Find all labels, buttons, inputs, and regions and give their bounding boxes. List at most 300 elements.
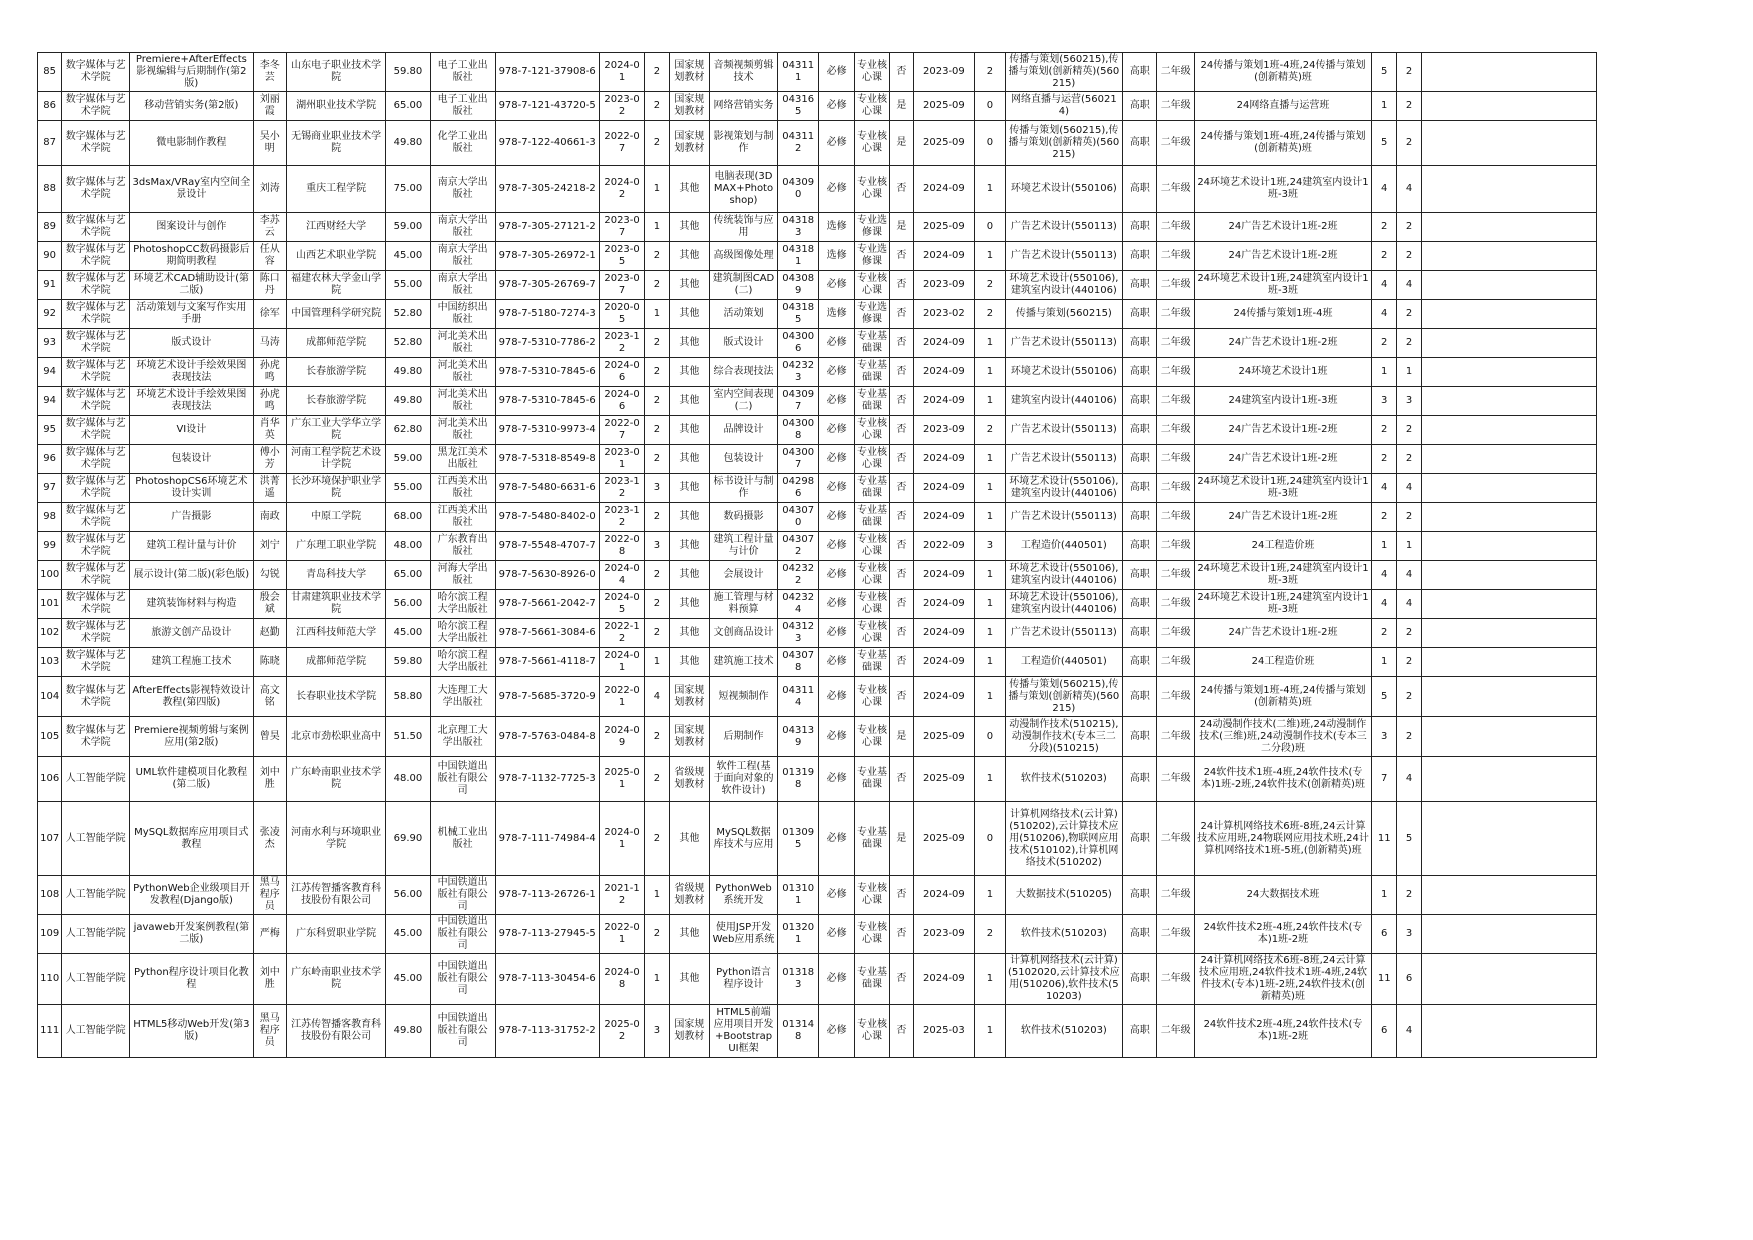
table-cell: 1 — [1372, 648, 1397, 677]
table-cell: 48.00 — [386, 757, 431, 802]
table-cell: 会展设计 — [710, 561, 778, 590]
table-cell: 24软件技术2班-4班,24软件技术(专本)1班-2班 — [1194, 1005, 1371, 1058]
table-cell: 7 — [1372, 757, 1397, 802]
table-cell: 专业核心课 — [854, 121, 889, 166]
table-cell — [1421, 121, 1596, 166]
table-cell: 043072 — [777, 532, 819, 561]
table-cell: 1 — [975, 648, 1005, 677]
table-cell: 广东岭南职业技术学院 — [287, 954, 386, 1005]
table-cell: 59.80 — [386, 53, 431, 92]
table-cell: 2 — [1397, 416, 1421, 445]
table-cell: 否 — [890, 677, 913, 717]
table-cell: 否 — [890, 915, 913, 954]
table-cell: 978-7-5310-7845-6 — [495, 387, 599, 416]
table-cell: 45.00 — [386, 915, 431, 954]
table-cell: 2 — [1397, 876, 1421, 915]
table-cell: 2 — [645, 358, 669, 387]
table-cell: 大连理工大学出版社 — [430, 677, 495, 717]
table-cell: 99 — [38, 532, 62, 561]
table-cell: 哈尔滨工程大学出版社 — [430, 648, 495, 677]
table-cell: 必修 — [819, 387, 854, 416]
table-cell: 2024-09 — [913, 876, 975, 915]
table-cell: 2024-09 — [913, 648, 975, 677]
table-cell: 2023-09 — [913, 53, 975, 92]
table-cell: 2024-01 — [599, 802, 645, 876]
table-cell: 0 — [975, 213, 1005, 242]
table-cell: 2 — [1372, 329, 1397, 358]
table-cell: UML软件建模项目化教程(第二版) — [130, 757, 254, 802]
table-row — [38, 876, 1597, 915]
table-cell: 数字媒体与艺术学院 — [62, 717, 130, 757]
table-cell: 其他 — [669, 300, 709, 329]
table-cell: 其他 — [669, 242, 709, 271]
table-cell: 978-7-113-26726-1 — [495, 876, 599, 915]
table-cell: 版式设计 — [710, 329, 778, 358]
table-cell: 福建农林大学金山学院 — [287, 271, 386, 300]
table-cell: 其他 — [669, 474, 709, 503]
table-cell: 24传播与策划1班-4班,24传播与策划(创新精英)班 — [1194, 121, 1371, 166]
table-cell: 3 — [1397, 387, 1421, 416]
table-cell: 广告艺术设计(550113) — [1005, 503, 1122, 532]
table-cell: 肖华英 — [253, 416, 286, 445]
table-cell: 2022-01 — [599, 915, 645, 954]
table-cell: 2 — [1372, 416, 1397, 445]
table-cell: 建筑工程计量与计价 — [710, 532, 778, 561]
table-cell: 数字媒体与艺术学院 — [62, 53, 130, 92]
table-row — [38, 358, 1597, 387]
table-cell: 2 — [645, 802, 669, 876]
table-cell: 二年级 — [1157, 213, 1194, 242]
table-cell: 否 — [890, 619, 913, 648]
table-cell: 国家规划教材 — [669, 53, 709, 92]
table-cell: 3 — [1397, 915, 1421, 954]
table-cell: 24环境艺术设计1班,24建筑室内设计1班-3班 — [1194, 561, 1371, 590]
table-cell: 其他 — [669, 213, 709, 242]
table-cell: 1 — [645, 300, 669, 329]
table-cell: 环境艺术CAD辅助设计(第二版) — [130, 271, 254, 300]
table-cell: 专业基础课 — [854, 474, 889, 503]
table-cell: 江西科技师范大学 — [287, 619, 386, 648]
table-cell: 013201 — [777, 915, 819, 954]
table-cell: 必修 — [819, 677, 854, 717]
table-row — [38, 242, 1597, 271]
table-cell — [1421, 503, 1596, 532]
table-cell: 85 — [38, 53, 62, 92]
table-cell: 2024-09 — [913, 358, 975, 387]
table-cell: 传播与策划(560215) — [1005, 300, 1122, 329]
table-cell: 978-7-305-27121-2 — [495, 213, 599, 242]
table-cell: 高职 — [1123, 358, 1157, 387]
table-cell: 移动营销实务(第2版) — [130, 92, 254, 121]
textbook-table — [37, 52, 1597, 1058]
table-cell: 55.00 — [386, 474, 431, 503]
table-cell: 2 — [975, 300, 1005, 329]
table-cell: 高职 — [1123, 532, 1157, 561]
table-cell: 高职 — [1123, 757, 1157, 802]
table-cell: VI设计 — [130, 416, 254, 445]
table-cell: 24传播与策划1班-4班 — [1194, 300, 1371, 329]
table-cell: 1 — [975, 757, 1005, 802]
table-row — [38, 416, 1597, 445]
table-cell: 24广告艺术设计1班-2班 — [1194, 416, 1371, 445]
table-cell: 活动策划与文案写作实用手册 — [130, 300, 254, 329]
table-cell: 2023-12 — [599, 329, 645, 358]
table-row — [38, 619, 1597, 648]
table-cell: 否 — [890, 271, 913, 300]
table-row — [38, 590, 1597, 619]
table-cell: 人工智能学院 — [62, 954, 130, 1005]
table-cell: 其他 — [669, 532, 709, 561]
table-cell: 专业选修课 — [854, 300, 889, 329]
table-row — [38, 802, 1597, 876]
table-cell: 音频视频剪辑技术 — [710, 53, 778, 92]
table-cell: 1 — [975, 445, 1005, 474]
table-cell: 影视策划与制作 — [710, 121, 778, 166]
table-cell: 978-7-305-26972-1 — [495, 242, 599, 271]
table-cell: 建筑制图CAD(二) — [710, 271, 778, 300]
table-cell: 高职 — [1123, 329, 1157, 358]
table-cell: 否 — [890, 532, 913, 561]
table-cell: 中国纺织出版社 — [430, 300, 495, 329]
table-cell: 人工智能学院 — [62, 1005, 130, 1058]
table-cell: 否 — [890, 300, 913, 329]
table-cell: 45.00 — [386, 242, 431, 271]
table-cell: 否 — [890, 561, 913, 590]
table-cell: 24广告艺术设计1班-2班 — [1194, 329, 1371, 358]
table-cell: 广东科贸职业学院 — [287, 915, 386, 954]
table-cell: 广告艺术设计(550113) — [1005, 619, 1122, 648]
table-cell: 必修 — [819, 619, 854, 648]
table-cell: PythonWeb企业级项目开发教程(Django版) — [130, 876, 254, 915]
table-cell: 专业基础课 — [854, 954, 889, 1005]
table-cell: 978-7-5630-8926-0 — [495, 561, 599, 590]
table-cell: 2025-01 — [599, 757, 645, 802]
table-cell: 4 — [1397, 271, 1421, 300]
table-cell: 必修 — [819, 1005, 854, 1058]
table-cell — [1421, 329, 1596, 358]
table-cell: 中国铁道出版社有限公司 — [430, 1005, 495, 1058]
table-cell: 2 — [1397, 300, 1421, 329]
table-cell: 环境艺术设计(550106),建筑室内设计(440106) — [1005, 271, 1122, 300]
table-cell — [1421, 590, 1596, 619]
table-cell: 二年级 — [1157, 876, 1194, 915]
table-cell: 高职 — [1123, 92, 1157, 121]
table-cell: 2024-09 — [913, 590, 975, 619]
table-cell: 专业基础课 — [854, 648, 889, 677]
table-row — [38, 121, 1597, 166]
table-cell: 4 — [1397, 474, 1421, 503]
table-cell: 刘丽霞 — [253, 92, 286, 121]
table-cell: 马涛 — [253, 329, 286, 358]
table-row — [38, 648, 1597, 677]
table-cell: 1 — [1372, 358, 1397, 387]
table-cell: 必修 — [819, 802, 854, 876]
table-cell: 其他 — [669, 416, 709, 445]
table-cell: 展示设计(第二版)(彩色版) — [130, 561, 254, 590]
table-cell: 二年级 — [1157, 300, 1194, 329]
table-cell: 108 — [38, 876, 62, 915]
table-cell: 二年级 — [1157, 166, 1194, 213]
table-cell: 环境艺术设计手绘效果图表现技法 — [130, 387, 254, 416]
table-cell: 高职 — [1123, 166, 1157, 213]
table-cell: 二年级 — [1157, 53, 1194, 92]
table-cell: PhotoshopCS6环境艺术设计实训 — [130, 474, 254, 503]
table-cell: 1 — [975, 387, 1005, 416]
table-cell: 24环境艺术设计1班,24建筑室内设计1班-3班 — [1194, 474, 1371, 503]
table-cell: 否 — [890, 648, 913, 677]
table-cell: 工程造价(440501) — [1005, 648, 1122, 677]
table-cell: 二年级 — [1157, 954, 1194, 1005]
table-cell: 高职 — [1123, 445, 1157, 474]
table-cell: 否 — [890, 1005, 913, 1058]
table-cell: 24计算机网络技术6班-8班,24云计算技术应用班,24软件技术1班-4班,24软件技术(专本)1班-2班,24软件技术(创新精英)班 — [1194, 954, 1371, 1005]
table-row — [38, 677, 1597, 717]
table-cell: 043181 — [777, 242, 819, 271]
table-cell: 3 — [645, 1005, 669, 1058]
table-cell: 49.80 — [386, 387, 431, 416]
table-cell: 87 — [38, 121, 62, 166]
table-cell: 刘中胜 — [253, 757, 286, 802]
table-cell: 孙虎鸣 — [253, 387, 286, 416]
table-cell: 二年级 — [1157, 717, 1194, 757]
table-cell: 2025-03 — [913, 1005, 975, 1058]
table-cell: 2024-06 — [599, 387, 645, 416]
table-row — [38, 213, 1597, 242]
table-cell: 是 — [890, 802, 913, 876]
table-cell: 必修 — [819, 271, 854, 300]
table-cell: 包装设计 — [710, 445, 778, 474]
table-cell: MySQL数据库应用项目式教程 — [130, 802, 254, 876]
table-cell: 1 — [1372, 92, 1397, 121]
table-cell: 成都师范学院 — [287, 648, 386, 677]
table-cell: 否 — [890, 387, 913, 416]
table-cell: 标书设计与制作 — [710, 474, 778, 503]
table-cell: 二年级 — [1157, 757, 1194, 802]
table-cell: 傅小芳 — [253, 445, 286, 474]
table-cell: 中原工学院 — [287, 503, 386, 532]
table-cell: 数码摄影 — [710, 503, 778, 532]
table-cell: 24环境艺术设计1班,24建筑室内设计1班-3班 — [1194, 166, 1371, 213]
table-cell: 广告艺术设计(550113) — [1005, 213, 1122, 242]
table-cell: 高职 — [1123, 619, 1157, 648]
table-cell: 版式设计 — [130, 329, 254, 358]
table-cell: 110 — [38, 954, 62, 1005]
table-cell: 49.80 — [386, 1005, 431, 1058]
table-cell: 必修 — [819, 92, 854, 121]
table-cell: 3 — [975, 532, 1005, 561]
table-cell: 3dsMax/VRay室内空间全景设计 — [130, 166, 254, 213]
table-cell: 陈晓 — [253, 648, 286, 677]
table-cell: 环境艺术设计(550106),建筑室内设计(440106) — [1005, 474, 1122, 503]
table-cell: 2024-06 — [599, 358, 645, 387]
table-cell: 环境艺术设计(550106),建筑室内设计(440106) — [1005, 561, 1122, 590]
table-cell: 2 — [1397, 619, 1421, 648]
table-row — [38, 954, 1597, 1005]
table-cell: 0 — [975, 802, 1005, 876]
table-cell: 必修 — [819, 757, 854, 802]
table-cell: 2 — [1372, 503, 1397, 532]
table-cell: 24传播与策划1班-4班,24传播与策划(创新精英)班 — [1194, 53, 1371, 92]
table-cell: 高职 — [1123, 915, 1157, 954]
table-cell: 1 — [975, 677, 1005, 717]
table-cell: 2023-07 — [599, 213, 645, 242]
table-cell: 52.80 — [386, 329, 431, 358]
table-cell: 专业核心课 — [854, 271, 889, 300]
table-cell — [1421, 445, 1596, 474]
table-cell: 高职 — [1123, 474, 1157, 503]
table-cell: 数字媒体与艺术学院 — [62, 619, 130, 648]
textbook-table-sheet — [37, 52, 1597, 1058]
table-cell: 100 — [38, 561, 62, 590]
table-cell: 其他 — [669, 619, 709, 648]
table-cell: 2 — [645, 619, 669, 648]
table-cell: 广告艺术设计(550113) — [1005, 416, 1122, 445]
table-cell: 2 — [645, 416, 669, 445]
table-cell: 1 — [975, 242, 1005, 271]
table-cell: 4 — [645, 677, 669, 717]
table-cell: 109 — [38, 915, 62, 954]
table-cell: 南政 — [253, 503, 286, 532]
table-cell — [1421, 242, 1596, 271]
table-cell: 2024-08 — [599, 954, 645, 1005]
table-cell: 55.00 — [386, 271, 431, 300]
table-cell: 58.80 — [386, 677, 431, 717]
table-cell: HTML5前端应用项目开发+BootstrapUI框架 — [710, 1005, 778, 1058]
table-cell: 2 — [645, 561, 669, 590]
table-cell: 24软件技术1班-4班,24软件技术(专本)1班-2班,24软件技术(创新精英)班 — [1194, 757, 1371, 802]
table-cell: 必修 — [819, 915, 854, 954]
table-cell: 数字媒体与艺术学院 — [62, 92, 130, 121]
table-cell: 4 — [1372, 166, 1397, 213]
table-cell: 专业核心课 — [854, 677, 889, 717]
table-cell: 2023-12 — [599, 503, 645, 532]
table-cell: 刘宁 — [253, 532, 286, 561]
table-cell: 徐军 — [253, 300, 286, 329]
table-cell: 2025-02 — [599, 1005, 645, 1058]
table-cell: 3 — [645, 532, 669, 561]
table-cell: 青岛科技大学 — [287, 561, 386, 590]
table-cell: 2024-02 — [599, 166, 645, 213]
table-cell: 二年级 — [1157, 92, 1194, 121]
table-row — [38, 915, 1597, 954]
table-cell: 专业核心课 — [854, 1005, 889, 1058]
table-cell: 2 — [645, 757, 669, 802]
table-cell: 南京大学出版社 — [430, 271, 495, 300]
table-cell — [1421, 92, 1596, 121]
table-cell: 6 — [1372, 1005, 1397, 1058]
table-cell: 必修 — [819, 358, 854, 387]
table-cell: 数字媒体与艺术学院 — [62, 503, 130, 532]
table-cell: 其他 — [669, 166, 709, 213]
table-cell: 91 — [38, 271, 62, 300]
table-cell: 24建筑室内设计1班-3班 — [1194, 387, 1371, 416]
table-cell — [1421, 802, 1596, 876]
table-cell: 二年级 — [1157, 474, 1194, 503]
table-cell: 2024-09 — [913, 166, 975, 213]
table-cell: 二年级 — [1157, 619, 1194, 648]
table-cell: 2 — [1397, 445, 1421, 474]
table-cell: 动漫制作技术(510215),动漫制作技术(专本三二分段)(510215) — [1005, 717, 1122, 757]
table-cell: 建筑室内设计(440106) — [1005, 387, 1122, 416]
table-cell: 河北美术出版社 — [430, 329, 495, 358]
table-cell: 机械工业出版社 — [430, 802, 495, 876]
table-cell: 网络直播与运营(560214) — [1005, 92, 1122, 121]
table-cell — [1421, 561, 1596, 590]
table-cell: 中国铁道出版社有限公司 — [430, 954, 495, 1005]
table-cell: 2023-07 — [599, 271, 645, 300]
table-cell: 数字媒体与艺术学院 — [62, 213, 130, 242]
table-cell: 广东理工职业学院 — [287, 532, 386, 561]
table-cell: 否 — [890, 416, 913, 445]
table-cell: 978-7-1132-7725-3 — [495, 757, 599, 802]
table-cell: 4 — [1397, 590, 1421, 619]
table-cell: 江西财经大学 — [287, 213, 386, 242]
table-cell: 56.00 — [386, 590, 431, 619]
table-cell: 978-7-113-27945-5 — [495, 915, 599, 954]
table-cell: 2 — [1397, 213, 1421, 242]
table-cell: 高职 — [1123, 300, 1157, 329]
table-cell: 电子工业出版社 — [430, 53, 495, 92]
table-cell: 2025-09 — [913, 121, 975, 166]
table-cell: 2024-09 — [913, 474, 975, 503]
table-cell: 2023-01 — [599, 445, 645, 474]
table-cell: 曾昊 — [253, 717, 286, 757]
table-cell: 高职 — [1123, 876, 1157, 915]
table-cell: 必修 — [819, 954, 854, 1005]
table-row — [38, 474, 1597, 503]
table-cell: 1 — [975, 590, 1005, 619]
table-cell: 建筑装饰材料与构造 — [130, 590, 254, 619]
table-cell: 江苏传智播客教育科技股份有限公司 — [287, 876, 386, 915]
table-cell: 广东教育出版社 — [430, 532, 495, 561]
table-cell: 24工程造价班 — [1194, 648, 1371, 677]
table-cell: 其他 — [669, 445, 709, 474]
table-cell: Premiere+AfterEffects影视编辑与后期制作(第2版) — [130, 53, 254, 92]
table-cell: 1 — [975, 561, 1005, 590]
table-cell: 11 — [1372, 802, 1397, 876]
table-cell: 二年级 — [1157, 590, 1194, 619]
table-cell: 2022-01 — [599, 677, 645, 717]
table-cell: PythonWeb系统开发 — [710, 876, 778, 915]
table-cell: 二年级 — [1157, 915, 1194, 954]
table-cell: 高职 — [1123, 503, 1157, 532]
table-cell: 1 — [975, 329, 1005, 358]
table-cell: 2024-09 — [913, 561, 975, 590]
table-cell: 专业基础课 — [854, 387, 889, 416]
table-cell: 专业核心课 — [854, 445, 889, 474]
table-cell: 其他 — [669, 271, 709, 300]
table-cell: 2 — [645, 590, 669, 619]
table-cell: 013148 — [777, 1005, 819, 1058]
table-cell: 043165 — [777, 92, 819, 121]
table-cell: 二年级 — [1157, 416, 1194, 445]
table-cell: 专业核心课 — [854, 619, 889, 648]
table-cell: 2020-05 — [599, 300, 645, 329]
table-row — [38, 329, 1597, 358]
table-cell: 2 — [645, 271, 669, 300]
table-cell: 96 — [38, 445, 62, 474]
table-row — [38, 92, 1597, 121]
table-cell: 2025-09 — [913, 802, 975, 876]
table-cell: 包装设计 — [130, 445, 254, 474]
table-cell: 专业核心课 — [854, 561, 889, 590]
table-cell: 综合表现技法 — [710, 358, 778, 387]
table-cell: 活动策划 — [710, 300, 778, 329]
table-cell: 2 — [1397, 329, 1421, 358]
table-cell: 否 — [890, 876, 913, 915]
table-cell: 103 — [38, 648, 62, 677]
table-cell: 2 — [645, 53, 669, 92]
